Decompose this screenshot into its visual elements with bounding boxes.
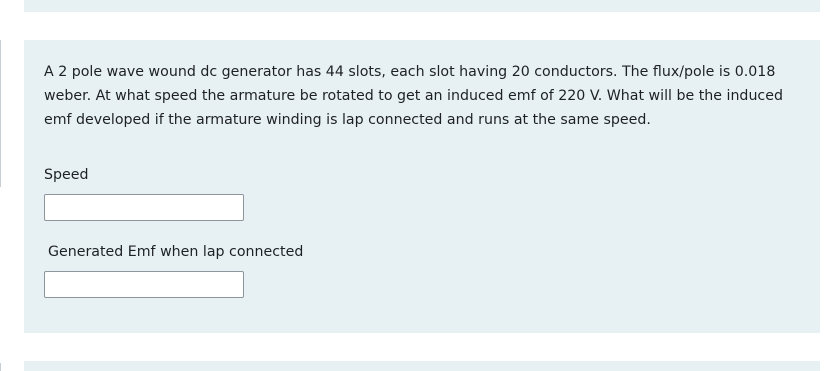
speed-input[interactable]: [44, 194, 244, 221]
previous-question-panel: [24, 0, 820, 12]
question-text: A 2 pole wave wound dc generator has 44 slots, each slot having 20 conductors. The flux/pole is 0.018 weber. At what speed the armature be rotated to get an induced emf of 220 V. What will be the induced emf developed if the armature winding is lap connected and runs at the same speed.: [44, 64, 783, 128]
emf-input[interactable]: [44, 271, 244, 298]
speed-label: Speed: [44, 167, 89, 183]
question-divider: [0, 40, 1, 187]
emf-label: Generated Emf when lap connected: [48, 244, 304, 260]
next-question-divider: [0, 363, 1, 371]
next-question-panel: [24, 361, 820, 371]
question-panel: [24, 40, 820, 333]
